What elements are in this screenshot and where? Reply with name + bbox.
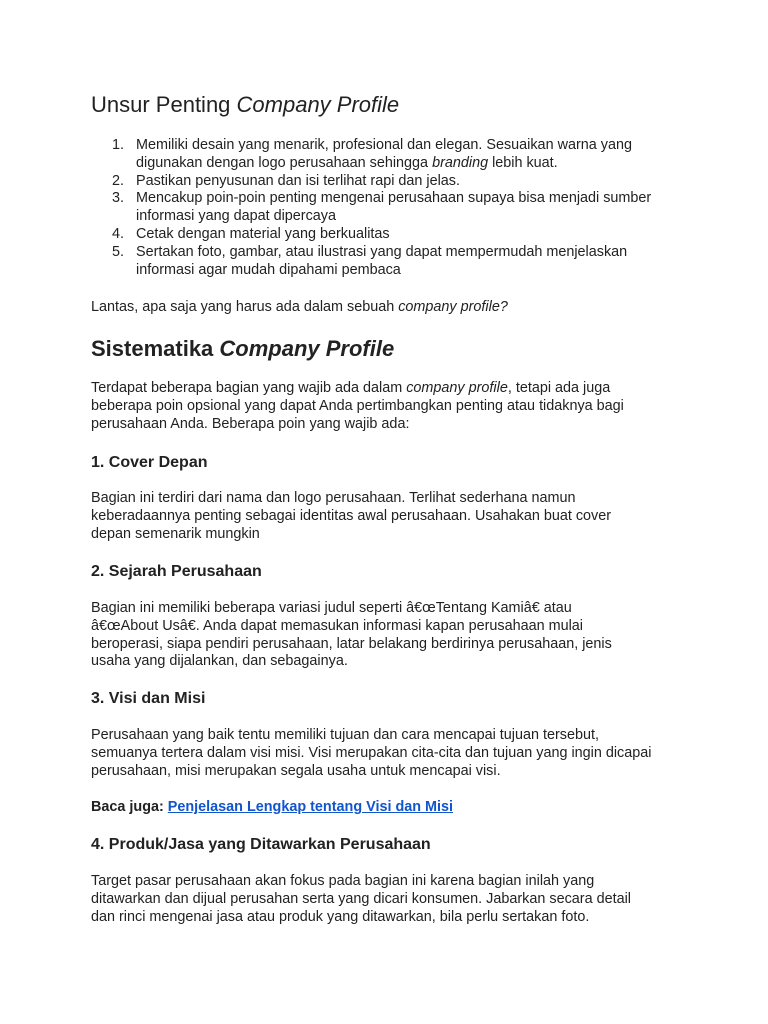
link-visi-misi[interactable]: Penjelasan Lengkap tentang Visi dan Misi — [167, 799, 454, 815]
list-item: 4. Cetak dengan material yang berkualitas — [112, 225, 390, 242]
visi-paragraph: Perusahaan yang baik tentu memiliki tujuan dan cara mencapai tujuan tersebut, semuanya tertera dalam visi misi. Visi merupakan cita-cita dan tujuan yang ingin dicapai perusahaan, misi merupakan segala usaha untuk mencapai visi. — [91, 727, 652, 779]
produk-paragraph: Target pasar perusahaan akan fokus pada bagian ini karena bagian inilah yang ditawarkan dan dijual perusahan serta yang dicari konsumen. Jabarkan secara detail dan rinci mengenai jasa atau produk yang ditawarkan, bila perlu sertakan foto. — [91, 873, 631, 925]
baca-juga-label: Baca juga: — [91, 799, 168, 815]
list-item: 1. Memiliki desain yang menarik, profesional dan elegan. Sesuaikan warna yang digunakan dengan logo perusahaan sehingga branding lebih kuat. — [112, 137, 632, 171]
closing-question: Lantas, apa saja yang harus ada dalam sebuah company profile? — [91, 299, 508, 315]
heading-sejarah: 2. Sejarah Perusahaan — [91, 563, 262, 580]
list-item: 5. Sertakan foto, gambar, atau ilustrasi yang dapat mempermudah menjelaskan informasi agar mudah dipahami pembaca — [112, 243, 628, 278]
cover-paragraph: Bagian ini terdiri dari nama dan logo perusahaan. Terlihat sederhana namun keberadaannya penting sebagai identitas awal perusahaan. Usahakan buat cover depan semenarik mungkin — [91, 490, 612, 542]
heading-produk-jasa: 4. Produk/Jasa yang Ditawarkan Perusahaan — [91, 836, 431, 853]
sistematika-intro: Terdapat beberapa bagian yang wajib ada dalam company profile, tetapi ada juga beberapa poin opsional yang dapat Anda pertimbangkan penting atau tidaknya bagi perusahaan Anda. Beberapa poin yang wajib ada: — [91, 380, 624, 432]
list-item: 3. Mencakup poin-poin penting mengenai perusahaan supaya bisa menjadi sumber informasi yang dapat dipercaya — [112, 190, 652, 225]
list-item: 2. Pastikan penyusunan dan isi terlihat rapi dan jelas. — [112, 172, 460, 189]
heading-unsur-penting: Unsur Penting Company Profile — [91, 92, 400, 117]
heading-sistematika: Sistematika Company Profile — [91, 336, 395, 361]
requirements-list — [91, 137, 691, 279]
sejarah-paragraph: Bagian ini memiliki beberapa variasi judul seperti â€œTentang Kamiâ€ atau â€œAbout Usâ€. Anda dapat memasukan informasi kapan perusahaan mulai beroperasi, siapa pendiri perusahaan, latar belakang berdirinya perusahaan, jenis usaha yang dijalankan, dan sebagainya. — [91, 600, 612, 670]
heading-cover-depan: 1. Cover Depan — [91, 454, 208, 471]
heading-visi-misi: 3. Visi dan Misi — [91, 690, 206, 707]
baca-juga — [91, 799, 701, 817]
